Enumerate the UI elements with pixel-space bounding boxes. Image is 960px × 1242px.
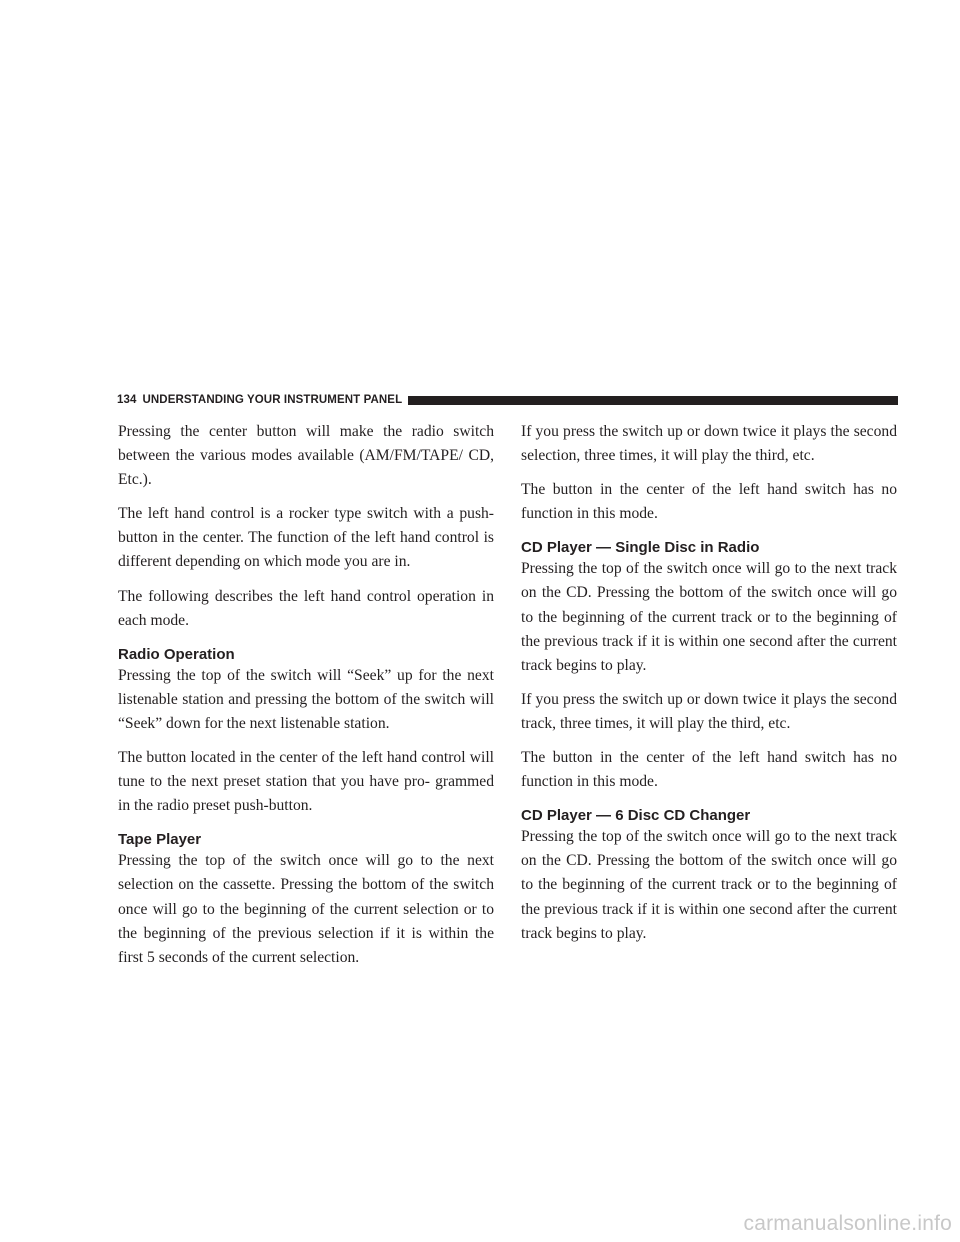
paragraph: Pressing the top of the switch once will go to the next track on the CD. Pressing the bottom of the switch once will go to the beginning of the current track or to the beginning of the previous track if it is within one second after the current track begins to play. <box>521 560 897 674</box>
paragraph: Pressing the top of the switch once will go to the next selection on the cassette. Pressing the bottom of the switch once will go to the beginning of the current selection or to the beginning of the previous selection if it is within the first 5 seconds of the current selection. <box>118 852 494 966</box>
header-rule <box>408 396 898 405</box>
paragraph: If you press the switch up or down twice it plays the second selection, three times, it will play the third, etc. <box>521 423 897 465</box>
paragraph: The button in the center of the left hand switch has no function in this mode. <box>521 749 897 791</box>
running-header <box>117 392 898 408</box>
paragraph: The following describes the left hand control operation in each mode. <box>118 587 494 629</box>
left-column <box>118 420 494 980</box>
heading-tape-player: Tape Player <box>118 831 202 849</box>
page-number: 134 <box>117 394 137 406</box>
right-column <box>521 420 897 956</box>
paragraph: The left hand control is a rocker type switch with a push-button in the center. The function of the left hand control is different depending on which mode you are in. <box>118 505 494 571</box>
watermark-link[interactable]: carmanualsonline.info <box>743 1212 952 1235</box>
section-title: UNDERSTANDING YOUR INSTRUMENT PANEL <box>142 394 403 406</box>
heading-cd-single-disc: CD Player — Single Disc in Radio <box>521 539 760 557</box>
paragraph: Pressing the top of the switch once will go to the next track on the CD. Pressing the bottom of the switch once will go to the beginning of the current track or to the beginning of the previous track if it is within one second after the current track begins to play. <box>521 828 897 942</box>
paragraph: Pressing the top of the switch will “Seek” up for the next listenable station and pressing the bottom of the switch will “Seek” down for the next listenable station. <box>118 666 494 732</box>
paragraph: Pressing the center button will make the radio switch between the various modes available (AM/FM/TAPE/ CD, Etc.). <box>118 423 494 489</box>
paragraph: The button in the center of the left hand switch has no function in this mode. <box>521 481 897 523</box>
heading-radio-operation: Radio Operation <box>118 645 235 663</box>
heading-cd-changer: CD Player — 6 Disc CD Changer <box>521 807 751 825</box>
paragraph: If you press the switch up or down twice it plays the second track, three times, it will play the third, etc. <box>521 690 897 732</box>
paragraph: The button located in the center of the left hand control will tune to the next preset station that you have pro- grammed in the radio preset push-button. <box>118 749 494 815</box>
